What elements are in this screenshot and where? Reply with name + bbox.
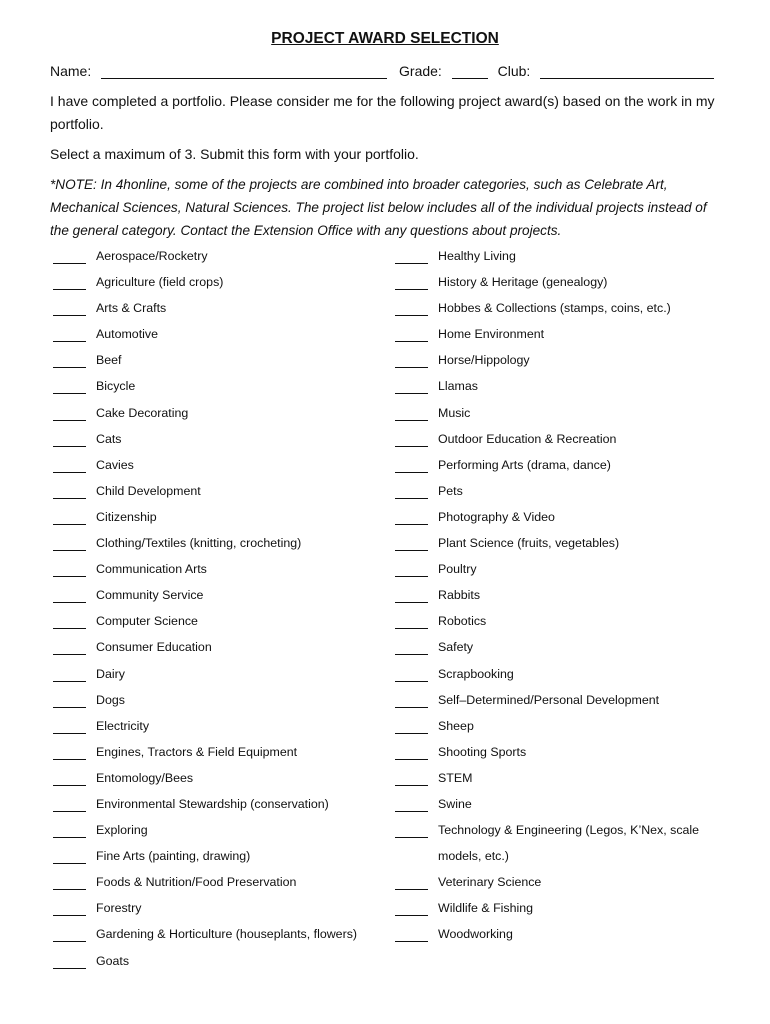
selection-blank[interactable]: [395, 380, 428, 394]
project-item: [395, 350, 735, 376]
selection-blank[interactable]: [395, 746, 428, 760]
project-label: Bicycle: [96, 379, 136, 394]
project-label: Cavies: [96, 457, 134, 472]
selection-blank[interactable]: [53, 459, 86, 473]
selection-blank[interactable]: [395, 433, 428, 447]
project-label: Foods & Nutrition/Food Preservation: [96, 875, 297, 890]
note-text: *NOTE: In 4honline, some of the projects are combined into broader categories, such as Celebrate Art, Mechanical Sciences, Natural Sciences. The project list below includes all of the individual projects instead of the general category. Contact the Extension Office with any questions about projects.: [50, 177, 707, 238]
selection-blank[interactable]: [395, 798, 428, 812]
selection-blank[interactable]: [53, 302, 86, 316]
project-label: Llamas: [438, 379, 478, 394]
project-label: Technology & Engineering (Legos, K’Nex, scale models, etc.): [438, 823, 700, 864]
project-item: [53, 585, 393, 611]
project-item: [53, 794, 393, 820]
project-label: Rabbits: [438, 588, 481, 603]
project-label: Self–Determined/Personal Development: [438, 692, 660, 707]
project-item: [395, 298, 735, 324]
project-item: [53, 455, 393, 481]
project-label: Pets: [438, 483, 463, 498]
project-item: [53, 533, 393, 559]
project-item: [395, 664, 735, 690]
project-item: [53, 403, 393, 429]
project-item: [53, 272, 393, 298]
project-item: [395, 585, 735, 611]
club-label: Club:: [497, 63, 531, 79]
selection-blank[interactable]: [395, 876, 428, 890]
project-item: [395, 716, 735, 742]
project-label: Scrapbooking: [438, 666, 514, 681]
project-item: [395, 403, 735, 429]
selection-blank[interactable]: [53, 798, 86, 812]
project-item: [53, 872, 393, 898]
selection-blank[interactable]: [53, 589, 86, 603]
project-label: Woodworking: [438, 927, 513, 942]
project-label: Agriculture (field crops): [96, 275, 224, 290]
project-label: Horse/Hippology: [438, 353, 530, 368]
project-label: Consumer Education: [96, 640, 212, 655]
selection-blank[interactable]: [53, 902, 86, 916]
project-item: [53, 637, 393, 663]
selection-blank[interactable]: [395, 563, 428, 577]
selection-blank[interactable]: [395, 668, 428, 682]
project-label: Healthy Living: [438, 249, 516, 263]
selection-blank[interactable]: [53, 380, 86, 394]
project-list-left: [53, 246, 393, 977]
selection-blank[interactable]: [395, 328, 428, 342]
project-item: [53, 376, 393, 402]
project-item: [395, 376, 735, 402]
project-label: Photography & Video: [438, 509, 555, 524]
project-label: Cats: [96, 431, 122, 446]
selection-blank[interactable]: [395, 589, 428, 603]
grade-label: Grade:: [399, 63, 442, 79]
project-item: [53, 924, 393, 950]
project-label: Sheep: [438, 718, 474, 733]
project-label: Plant Science (fruits, vegetables): [438, 536, 620, 551]
project-item: [395, 872, 735, 898]
project-label: Outdoor Education & Recreation: [438, 431, 617, 446]
project-item: [395, 559, 735, 585]
project-item: [395, 611, 735, 637]
selection-blank[interactable]: [53, 850, 86, 864]
project-list-right: [395, 246, 735, 951]
project-item: [53, 768, 393, 794]
form-title: PROJECT AWARD SELECTION: [271, 30, 499, 47]
selection-blank[interactable]: [53, 824, 86, 838]
project-label: Electricity: [96, 718, 150, 733]
project-label: Forestry: [96, 901, 142, 916]
project-label: Exploring: [96, 823, 148, 838]
selection-blank[interactable]: [53, 720, 86, 734]
selection-blank[interactable]: [53, 485, 86, 499]
project-item: [53, 951, 393, 977]
club-field[interactable]: [540, 64, 714, 79]
project-item: [395, 924, 735, 950]
project-label: Aerospace/Rocketry: [96, 249, 208, 263]
project-label: Arts & Crafts: [96, 301, 167, 316]
project-item: [395, 455, 735, 481]
selection-blank[interactable]: [53, 354, 86, 368]
project-label: Clothing/Textiles (knitting, crocheting): [96, 536, 302, 551]
project-label: Automotive: [96, 327, 158, 342]
project-item: [53, 507, 393, 533]
selection-blank[interactable]: [395, 485, 428, 499]
project-label: Hobbes & Collections (stamps, coins, etc.): [438, 301, 671, 316]
selection-blank[interactable]: [395, 694, 428, 708]
project-label: Home Environment: [438, 327, 545, 342]
project-label: Environmental Stewardship (conservation): [96, 796, 329, 811]
instruction-text: Select a maximum of 3. Submit this form with your portfolio.: [50, 146, 419, 162]
selection-blank[interactable]: [53, 276, 86, 290]
project-item: [53, 559, 393, 585]
project-label: Poultry: [438, 562, 477, 577]
selection-blank[interactable]: [53, 511, 86, 525]
project-label: Dairy: [96, 666, 125, 681]
selection-blank[interactable]: [395, 928, 428, 942]
project-label: Music: [438, 405, 471, 420]
selection-blank[interactable]: [395, 641, 428, 655]
project-item: [53, 246, 393, 272]
selection-blank[interactable]: [395, 537, 428, 551]
selection-blank[interactable]: [395, 902, 428, 916]
project-item: [395, 324, 735, 350]
selection-blank[interactable]: [53, 876, 86, 890]
selection-blank[interactable]: [53, 433, 86, 447]
selection-blank[interactable]: [395, 615, 428, 629]
project-label: Communication Arts: [96, 562, 207, 577]
project-item: [395, 533, 735, 559]
selection-blank[interactable]: [395, 302, 428, 316]
selection-blank[interactable]: [395, 354, 428, 368]
selection-blank[interactable]: [53, 746, 86, 760]
project-item: [395, 898, 735, 924]
project-item: [395, 481, 735, 507]
project-item: [53, 664, 393, 690]
project-label: Swine: [438, 796, 472, 811]
project-label: History & Heritage (genealogy): [438, 275, 608, 290]
project-item: [53, 690, 393, 716]
project-item: [53, 716, 393, 742]
project-item: [53, 298, 393, 324]
project-item: [53, 846, 393, 872]
project-item: [53, 350, 393, 376]
project-item: [395, 768, 735, 794]
project-item: [395, 429, 735, 455]
project-item: [53, 429, 393, 455]
selection-blank[interactable]: [53, 772, 86, 786]
project-label: Cake Decorating: [96, 405, 189, 420]
project-item: [53, 611, 393, 637]
project-label: Robotics: [438, 614, 487, 629]
project-label: Gardening & Horticulture (houseplants, flowers): [96, 927, 358, 942]
selection-blank[interactable]: [53, 668, 86, 682]
project-item: [395, 690, 735, 716]
project-item: [53, 742, 393, 768]
project-label: Child Development: [96, 483, 201, 498]
project-label: Performing Arts (drama, dance): [438, 457, 611, 472]
project-label: Computer Science: [96, 614, 198, 629]
selection-blank[interactable]: [53, 328, 86, 342]
project-label: Community Service: [96, 588, 204, 603]
project-label: Entomology/Bees: [96, 770, 194, 785]
project-item: [395, 507, 735, 533]
project-item: [395, 246, 735, 272]
project-label: Fine Arts (painting, drawing): [96, 849, 251, 864]
selection-blank[interactable]: [395, 511, 428, 525]
selection-blank[interactable]: [395, 250, 428, 264]
project-label: Goats: [96, 953, 130, 968]
project-item: [395, 637, 735, 663]
project-label: Shooting Sports: [438, 744, 527, 759]
selection-blank[interactable]: [53, 407, 86, 421]
project-label: Dogs: [96, 692, 125, 707]
project-item: [395, 820, 735, 872]
project-item: [53, 481, 393, 507]
project-item: [395, 272, 735, 298]
selection-blank[interactable]: [395, 459, 428, 473]
header-row: [50, 63, 730, 79]
project-label: Veterinary Science: [438, 875, 542, 890]
selection-blank[interactable]: [53, 955, 86, 969]
grade-field[interactable]: [452, 64, 488, 79]
selection-blank[interactable]: [53, 615, 86, 629]
selection-blank[interactable]: [395, 720, 428, 734]
project-item: [395, 742, 735, 768]
selection-blank[interactable]: [53, 928, 86, 942]
selection-blank[interactable]: [53, 250, 86, 264]
selection-blank[interactable]: [53, 694, 86, 708]
project-label: Citizenship: [96, 509, 157, 524]
selection-blank[interactable]: [395, 772, 428, 786]
project-label: Safety: [438, 640, 474, 655]
project-label: Engines, Tractors & Field Equipment: [96, 744, 298, 759]
selection-blank[interactable]: [53, 563, 86, 577]
project-item: [53, 324, 393, 350]
selection-blank[interactable]: [395, 276, 428, 290]
selection-blank[interactable]: [53, 641, 86, 655]
selection-blank[interactable]: [395, 824, 428, 838]
selection-blank[interactable]: [395, 407, 428, 421]
project-label: Beef: [96, 353, 122, 368]
selection-blank[interactable]: [53, 537, 86, 551]
project-item: [53, 898, 393, 924]
name-label: Name:: [50, 63, 92, 79]
name-field[interactable]: [101, 64, 387, 79]
project-item: [53, 820, 393, 846]
project-label: STEM: [438, 770, 473, 785]
project-label: Wildlife & Fishing: [438, 901, 534, 916]
intro-text: I have completed a portfolio. Please consider me for the following project award(s) based on the work in my portfolio.: [50, 93, 715, 132]
